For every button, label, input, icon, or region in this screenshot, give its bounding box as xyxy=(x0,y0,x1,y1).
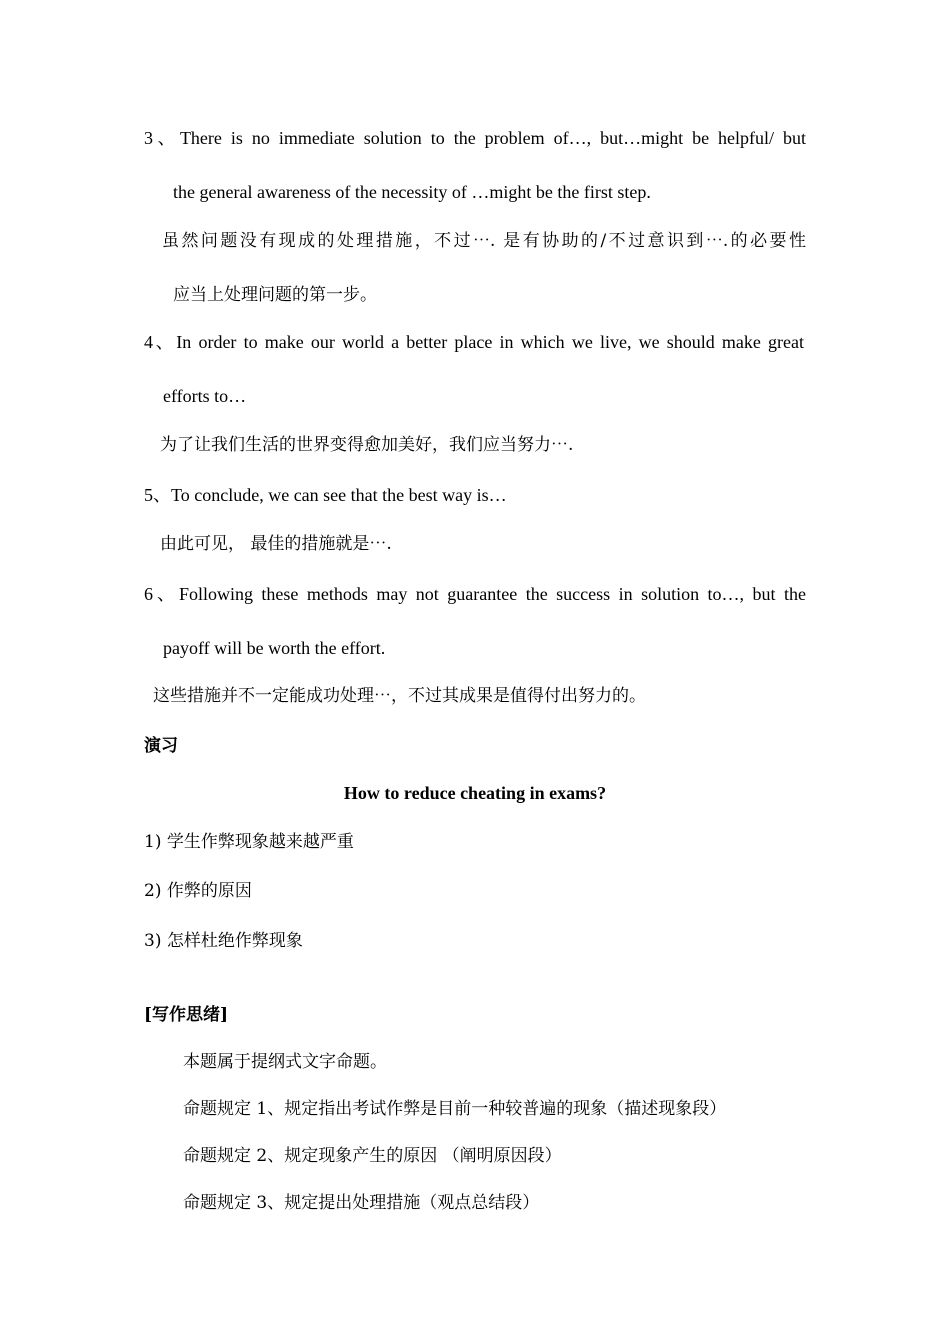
item-5-english: 5、To conclude, we can see that the best way is… xyxy=(144,485,507,505)
exercise-point-2: 2) 作弊的原因 xyxy=(144,881,252,901)
exercise-heading: 演习 xyxy=(144,736,178,756)
item-6-english-line-2: payoff will be worth the effort. xyxy=(163,638,386,658)
item-4-english-line-2: efforts to… xyxy=(163,386,247,406)
item-3-english-line-2: the general awareness of the necessity of …might be the first step. xyxy=(173,182,651,202)
item-6-chinese: 这些措施并不一定能成功处理⋯，不过其成果是值得付出努力的。 xyxy=(153,686,646,706)
writing-ideas-line-4: 命题规定 3、规定提出处理措施（观点总结段） xyxy=(183,1193,540,1213)
item-6-english-line-1: 6、Following these methods may not guarantee the success in solution to…, but the xyxy=(144,584,806,604)
writing-ideas-line-1: 本题属于提纲式文字命题。 xyxy=(183,1052,387,1072)
item-4-english-line-1: 4、In order to make our world a better place in which we live, we should make great xyxy=(144,332,804,352)
item-4-chinese: 为了让我们生活的世界变得愈加美好，我们应当努力⋯. xyxy=(160,435,574,455)
item-5-chinese: 由此可见， 最佳的措施就是⋯. xyxy=(160,534,392,554)
exercise-title: How to reduce cheating in exams? xyxy=(343,783,607,803)
item-3-english-line-1: 3、There is no immediate solution to the problem of…, but…might be helpful/ but xyxy=(144,128,806,148)
item-3-chinese-line-1: 虽然问题没有现成的处理措施，不过⋯. 是有协助的/不过意识到⋯.的必要性 xyxy=(162,231,806,251)
writing-ideas-heading: [写作思绪] xyxy=(144,1005,229,1025)
writing-ideas-line-3: 命题规定 2、规定现象产生的原因 （阐明原因段） xyxy=(183,1146,562,1166)
exercise-point-1: 1) 学生作弊现象越来越严重 xyxy=(144,832,354,852)
item-3-chinese-line-2: 应当上处理问题的第一步。 xyxy=(173,285,377,305)
exercise-point-3: 3) 怎样杜绝作弊现象 xyxy=(144,931,303,951)
writing-ideas-line-2: 命题规定 1、规定指出考试作弊是目前一种较普遍的现象（描述现象段） xyxy=(183,1099,727,1119)
